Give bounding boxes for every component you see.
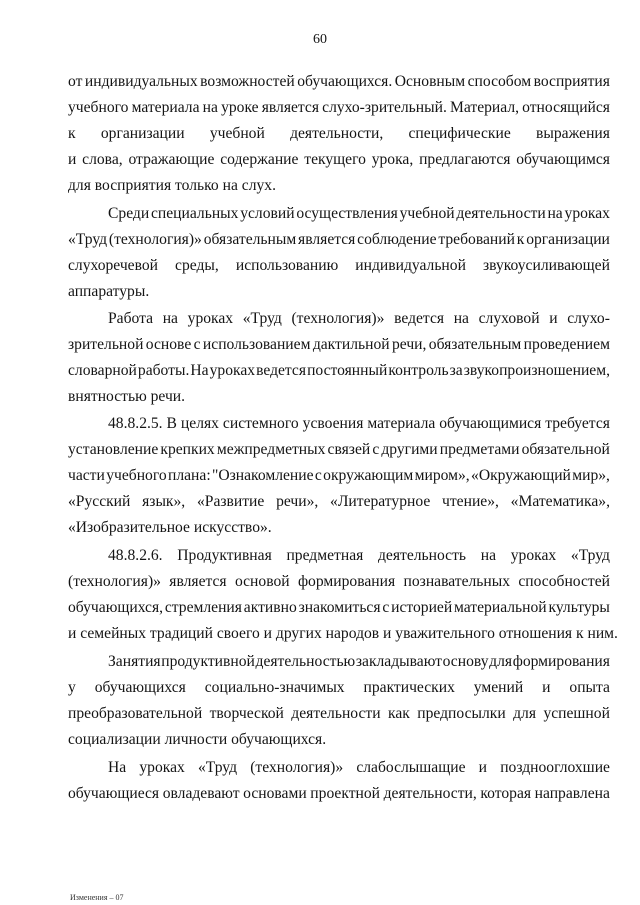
word: деятельность — [378, 547, 467, 564]
word: как — [388, 705, 410, 722]
word: уроках — [564, 205, 610, 222]
word: «Литературное — [330, 493, 431, 510]
word: текущего — [304, 151, 366, 168]
word: на — [202, 99, 218, 116]
text-line — [68, 440, 610, 460]
text-line — [68, 678, 610, 698]
word: требуется — [545, 415, 610, 432]
word: продуктивной — [161, 653, 255, 670]
word: «Труд — [242, 310, 282, 327]
word: предметная — [286, 547, 364, 564]
word: окружающим — [323, 467, 414, 484]
word: межпредметных — [216, 441, 326, 458]
word: чтение», — [442, 493, 499, 510]
word: организации — [100, 125, 185, 142]
word: познавательных — [403, 573, 511, 590]
word: плана: — [168, 467, 211, 484]
word: способом — [467, 73, 532, 90]
word: (технология)» — [250, 759, 344, 776]
word: для — [489, 653, 513, 670]
footer-note: Изменения – 07 — [70, 893, 124, 902]
word: слухо-зрительный. — [322, 99, 447, 116]
word: формирования — [512, 653, 610, 670]
word: 48.8.2.5. — [108, 415, 163, 432]
word: специфические — [408, 125, 511, 142]
word: (технология)» — [68, 573, 161, 590]
word: На — [108, 759, 127, 776]
word: «Математика», — [510, 493, 610, 510]
text-line — [68, 150, 610, 170]
word: В — [166, 415, 177, 432]
text-line — [68, 598, 610, 618]
word: контроль — [388, 362, 449, 379]
word: уроках — [510, 547, 557, 564]
word: за — [449, 362, 463, 379]
text-line — [68, 230, 610, 250]
word: с — [372, 441, 380, 458]
word: обязательным — [428, 336, 522, 353]
word: речи», — [276, 493, 319, 510]
word: обучающихся, — [68, 599, 164, 616]
word: овладевают — [162, 785, 240, 802]
word: относящийся — [522, 99, 610, 116]
text-line: внятностью речи. — [68, 388, 186, 405]
word: целях — [180, 415, 219, 432]
word: индивидуальной — [355, 257, 466, 274]
word: направлена — [534, 785, 610, 802]
word: с — [382, 599, 390, 616]
word: выражения — [536, 125, 610, 142]
word: звукопроизношением, — [463, 362, 610, 379]
word: и — [549, 310, 558, 327]
text-line — [108, 546, 610, 566]
word: усвоения — [302, 415, 364, 432]
word: отражающие — [128, 151, 215, 168]
word: организации — [526, 231, 610, 248]
word: слуховой — [478, 310, 540, 327]
word: опыта — [569, 679, 610, 696]
word: знакомиться — [298, 599, 381, 616]
word: уроках — [139, 759, 185, 776]
word: учебной — [399, 205, 455, 222]
word: использованию — [235, 257, 339, 274]
word: звукоусиливающей — [482, 257, 610, 274]
word: дактильной — [312, 336, 390, 353]
word: осуществления — [296, 205, 398, 222]
text-line — [68, 466, 610, 486]
word: «Труд — [68, 231, 108, 248]
word: слова, — [82, 151, 123, 168]
word: к — [516, 231, 525, 248]
text-line: «Изобразительное искусство». — [68, 519, 272, 536]
word: обучающиеся — [68, 785, 160, 802]
word: с — [314, 467, 322, 484]
word: системного — [222, 415, 299, 432]
text-line — [68, 704, 610, 724]
word: обязательным — [203, 231, 297, 248]
text-line — [68, 784, 610, 804]
word: деятельности, — [290, 125, 384, 142]
word: основу — [442, 653, 489, 670]
text-line — [108, 309, 610, 329]
word: является — [261, 99, 320, 116]
text-line — [68, 256, 610, 276]
text-line — [68, 335, 610, 355]
word: предлагаются — [419, 151, 511, 168]
word: урока, — [371, 151, 414, 168]
word: у — [68, 679, 76, 696]
word: словарной — [68, 362, 137, 379]
word: деятельности — [291, 705, 381, 722]
word: Работа — [108, 310, 154, 327]
word: Материал, — [450, 99, 520, 116]
text-line: аппаратуры. — [68, 283, 150, 300]
word: условий — [240, 205, 295, 222]
text-line: для восприятия только на слух. — [68, 177, 276, 194]
word: использованием — [202, 336, 311, 353]
word: обязательной — [521, 441, 610, 458]
text-line — [68, 72, 610, 92]
word: «Развитие — [196, 493, 265, 510]
word: предметами — [439, 441, 520, 458]
text-line — [108, 414, 610, 434]
word: деятельности — [456, 205, 546, 222]
word: специальных — [150, 205, 239, 222]
word: «Труд — [570, 547, 610, 564]
word: Продуктивная — [177, 547, 272, 564]
word: обучающимися — [439, 415, 542, 432]
word: обучающихся — [94, 679, 186, 696]
word: к — [68, 125, 76, 142]
text-line: социализации личности обучающихся. — [68, 731, 327, 748]
word: слухоречевой — [68, 257, 158, 274]
word: "Ознакомление — [212, 467, 314, 484]
word: формирования — [297, 573, 396, 590]
word: закладывают — [355, 653, 442, 670]
word: обучающимся — [516, 151, 610, 168]
word: «Труд — [197, 759, 238, 776]
word: зрительной — [68, 336, 144, 353]
word: «Русский — [68, 493, 131, 510]
word: (технология)» — [108, 231, 202, 248]
word: позднооглохшие — [500, 759, 610, 776]
word: социально-значимых — [204, 679, 345, 696]
text-line — [108, 204, 610, 224]
text-line — [68, 361, 610, 381]
word: проектной — [310, 785, 381, 802]
word: на — [547, 205, 563, 222]
word: ведется — [256, 362, 307, 379]
word: активно — [243, 599, 297, 616]
word: соблюдение — [357, 231, 437, 248]
word: 48.8.2.6. — [108, 547, 163, 564]
word: уроках — [209, 362, 256, 379]
word: основе — [145, 336, 192, 353]
word: проведением — [523, 336, 610, 353]
word: умений — [473, 679, 524, 696]
word: предпосылки — [417, 705, 506, 722]
word: слабослышащие — [356, 759, 466, 776]
word: язык», — [142, 493, 186, 510]
word: уроке — [221, 99, 259, 116]
word: от — [68, 73, 83, 90]
word: Среди — [108, 205, 150, 222]
word: является — [298, 231, 356, 248]
word: работы. — [137, 362, 190, 379]
word: слухо- — [567, 310, 610, 327]
word: возможностей — [200, 73, 295, 90]
word: деятельности, — [383, 785, 477, 802]
word: историей — [391, 599, 453, 616]
word: материала — [131, 99, 200, 116]
word: учебного — [68, 99, 129, 116]
word: материальной — [454, 599, 547, 616]
word: и — [478, 759, 488, 776]
word: является — [169, 573, 227, 590]
text-line — [108, 758, 610, 778]
word: Основным — [394, 73, 466, 90]
word: Занятия — [108, 653, 161, 670]
word: стремления — [164, 599, 242, 616]
word: учебной — [209, 125, 265, 142]
word: миром», — [414, 467, 470, 484]
text-line — [68, 98, 610, 118]
word: восприятия — [533, 73, 610, 90]
word: для — [513, 705, 537, 722]
word: индивидуальных — [84, 73, 198, 90]
word: «Окружающий — [471, 467, 571, 484]
word: преобразовательной — [68, 705, 203, 722]
word: установление — [68, 441, 159, 458]
word: части — [68, 467, 105, 484]
text-line: и семейных традиций своего и других народов и уважительного отношения к ним. — [68, 625, 618, 642]
word: и — [68, 151, 77, 168]
word: основой — [234, 573, 290, 590]
word: содержание — [220, 151, 299, 168]
word: которая — [480, 785, 532, 802]
text-line — [108, 652, 610, 672]
word: практических — [363, 679, 455, 696]
word: деятельностью — [255, 653, 356, 670]
word: на — [453, 310, 469, 327]
word: с — [193, 336, 201, 353]
word: и — [542, 679, 551, 696]
word: культуры — [548, 599, 610, 616]
word: творческой — [209, 705, 284, 722]
word: другими — [381, 441, 438, 458]
word: среды, — [175, 257, 219, 274]
word: мир», — [572, 467, 610, 484]
word: обучающихся. — [297, 73, 393, 90]
word: основами — [243, 785, 307, 802]
word: на — [162, 310, 178, 327]
text-line — [68, 492, 610, 512]
word: материала — [367, 415, 436, 432]
word: уроках — [187, 310, 234, 327]
word: способностей — [518, 573, 610, 590]
word: учебного — [106, 467, 167, 484]
word: требований — [438, 231, 515, 248]
word: крепких — [160, 441, 215, 458]
word: ведется — [394, 310, 445, 327]
word: на — [480, 547, 497, 564]
page-number: 60 — [313, 32, 327, 47]
word: речи, — [391, 336, 427, 353]
word: связей — [327, 441, 371, 458]
word: успешной — [543, 705, 610, 722]
word: постоянный — [307, 362, 388, 379]
word: На — [190, 362, 209, 379]
text-line — [68, 124, 610, 144]
word: (технология)» — [291, 310, 385, 327]
text-line — [68, 572, 610, 592]
